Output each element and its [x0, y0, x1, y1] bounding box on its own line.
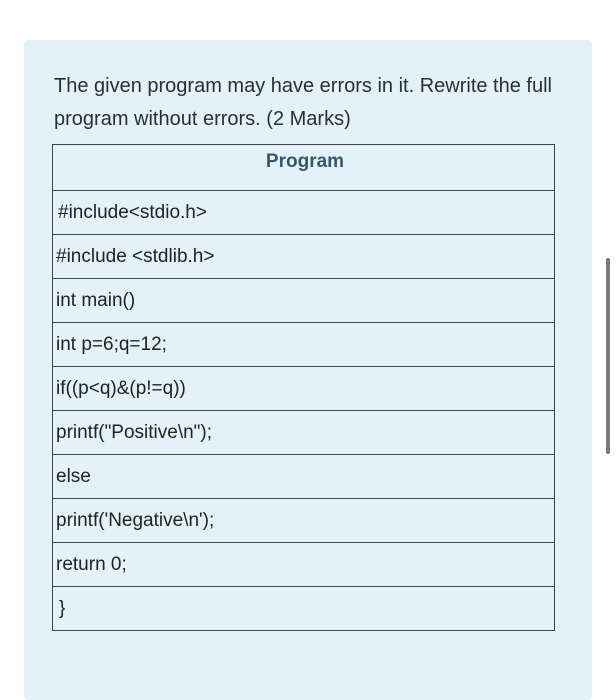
question-text: The given program may have errors in it. Rewrite the full program without errors. (2 Marks): [54, 75, 552, 130]
code-line-3: int main(): [53, 279, 555, 323]
table-row: [53, 587, 555, 631]
question-card: [24, 40, 592, 700]
table-row: [53, 367, 555, 411]
code-line-2: #include <stdlib.h>: [53, 235, 555, 279]
vertical-scrollbar[interactable]: [606, 258, 610, 454]
code-line-8: printf('Negative\n');: [53, 499, 555, 543]
table-row: [53, 235, 555, 279]
table-row: [53, 543, 555, 587]
code-line-7: else: [53, 455, 555, 499]
table-row: [53, 499, 555, 543]
table-row: [53, 279, 555, 323]
table-row: [53, 191, 555, 235]
code-line-4: int p=6;q=12;: [53, 323, 555, 367]
program-table: [52, 144, 555, 631]
table-row: [53, 411, 555, 455]
code-line-1: #include<stdio.h>: [53, 191, 555, 235]
code-line-6: printf("Positive\n");: [53, 411, 555, 455]
table-row: [53, 323, 555, 367]
code-line-5: if((p<q)&(p!=q)): [53, 367, 555, 411]
code-line-9: return 0;: [53, 543, 555, 587]
table-header-row: [53, 145, 555, 191]
code-line-10: }: [53, 587, 555, 631]
table-row: [53, 455, 555, 499]
table-header: Program: [53, 145, 555, 191]
